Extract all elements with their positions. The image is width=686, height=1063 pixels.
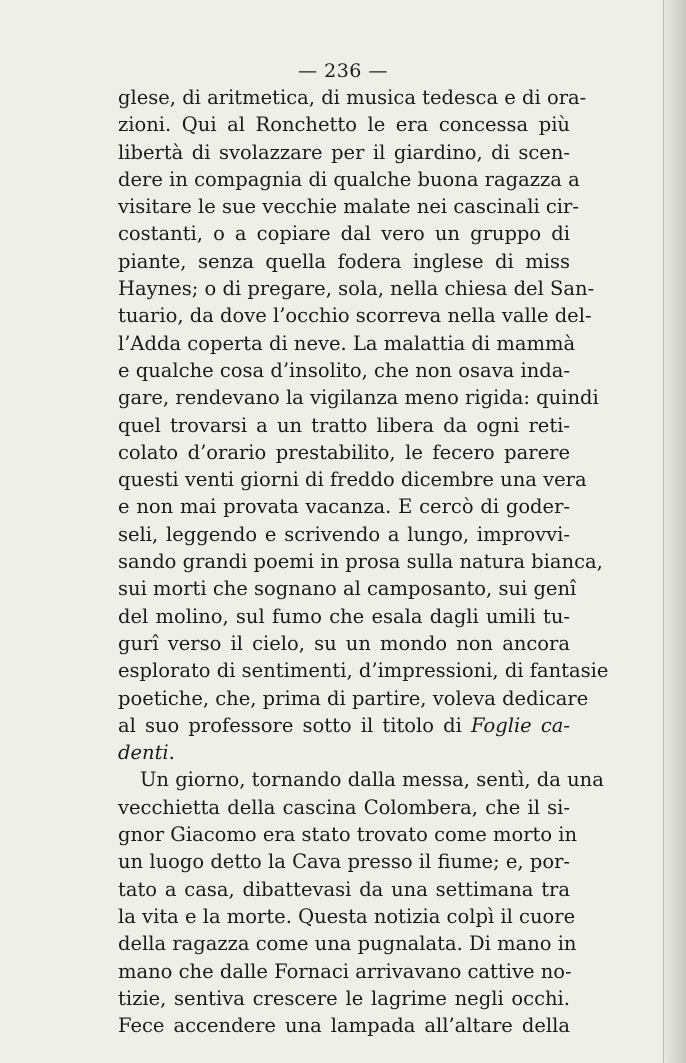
text-line: della ragazza come una pugnalata. Di mano in (118, 932, 577, 956)
text-line: gare, rendevano la vigilanza meno rigida: quindi (118, 386, 599, 410)
text-line: un luogo detto la Cava presso il fiume; e, por- (118, 850, 570, 874)
text-line: del molino, sul fumo che esala dagli umili tu- (118, 604, 570, 628)
text-line: poetiche, che, prima di partire, voleva dedicare (118, 686, 589, 710)
text-line: tuario, da dove l’occhio scorreva nella valle del- (118, 304, 592, 328)
title-end-line (118, 739, 570, 766)
text-line: mano che dalle Fornaci arrivavano cattive no- (118, 959, 572, 983)
text-line: visitare le sue vecchie malate nei cascinali cir- (118, 195, 579, 219)
body-text (118, 84, 609, 1039)
title-line (118, 712, 570, 739)
text-line: Fece accendere una lampada all’altare della (118, 1014, 570, 1038)
text-line: la vita e la morte. Questa notizia colpì il cuore (118, 904, 576, 928)
title-end-period: . (168, 741, 175, 765)
text-line: piante, senza quella fodera inglese di miss (118, 249, 570, 273)
text-line: sando grandi poemi in prosa sulla natura bianca, (118, 550, 603, 574)
title-line-prefix: al suo professore sotto il titolo di (118, 713, 462, 737)
text-line: costanti, o a copiare dal vero un gruppo di (118, 222, 570, 246)
page-number: — 236 — (298, 60, 388, 82)
text-line: tato a casa, dibattevasi da una settimana tra (118, 877, 570, 901)
text-line: l’Adda coperta di neve. La malattia di mammà (118, 331, 576, 355)
text-line: sui morti che sognano al camposanto, sui genî (118, 577, 577, 601)
text-line: colato d’orario prestabilito, le fecero parere (118, 440, 570, 464)
text-line: libertà di svolazzare per il giardino, di scen- (118, 140, 570, 164)
text-line: Haynes; o di pregare, sola, nella chiesa del San- (118, 277, 595, 301)
text-line: esplorato di sentimenti, d’impressioni, di fantasie (118, 659, 609, 683)
text-line: seli, leggendo e scrivendo a lungo, improvvi- (118, 522, 570, 546)
text-line: zioni. Qui al Ronchetto le era concessa più (118, 113, 570, 137)
text-line: vecchietta della cascina Colombera, che il si- (118, 795, 570, 819)
paragraph-2 (118, 766, 604, 1039)
paragraph-1 (118, 84, 609, 766)
text-line: e qualche cosa d’insolito, che non osava inda- (118, 358, 571, 382)
title-italic-end: denti (118, 741, 169, 765)
text-line: gurî verso il cielo, su un mondo non ancora (118, 631, 570, 655)
text-line: Un giorno, tornando dalla messa, sentì, da una (140, 768, 604, 792)
text-line: tizie, sentiva crescere le lagrime negli occhi. (118, 986, 570, 1010)
page-edge-shadow (663, 0, 686, 1063)
text-line: questi venti giorni di freddo dicembre una vera (118, 468, 587, 492)
title-italic-start: Foglie ca- (471, 713, 570, 737)
text-line: glese, di aritmetica, di musica tedesca e di ora- (118, 86, 587, 109)
text-line: quel trovarsi a un tratto libera da ogni reti- (118, 413, 570, 437)
text-line: dere in compagnia di qualche buona ragazza a (118, 167, 580, 191)
text-line: gnor Giacomo era stato trovato come morto in (118, 823, 578, 847)
text-line: e non mai provata vacanza. E cercò di goder- (118, 495, 570, 519)
